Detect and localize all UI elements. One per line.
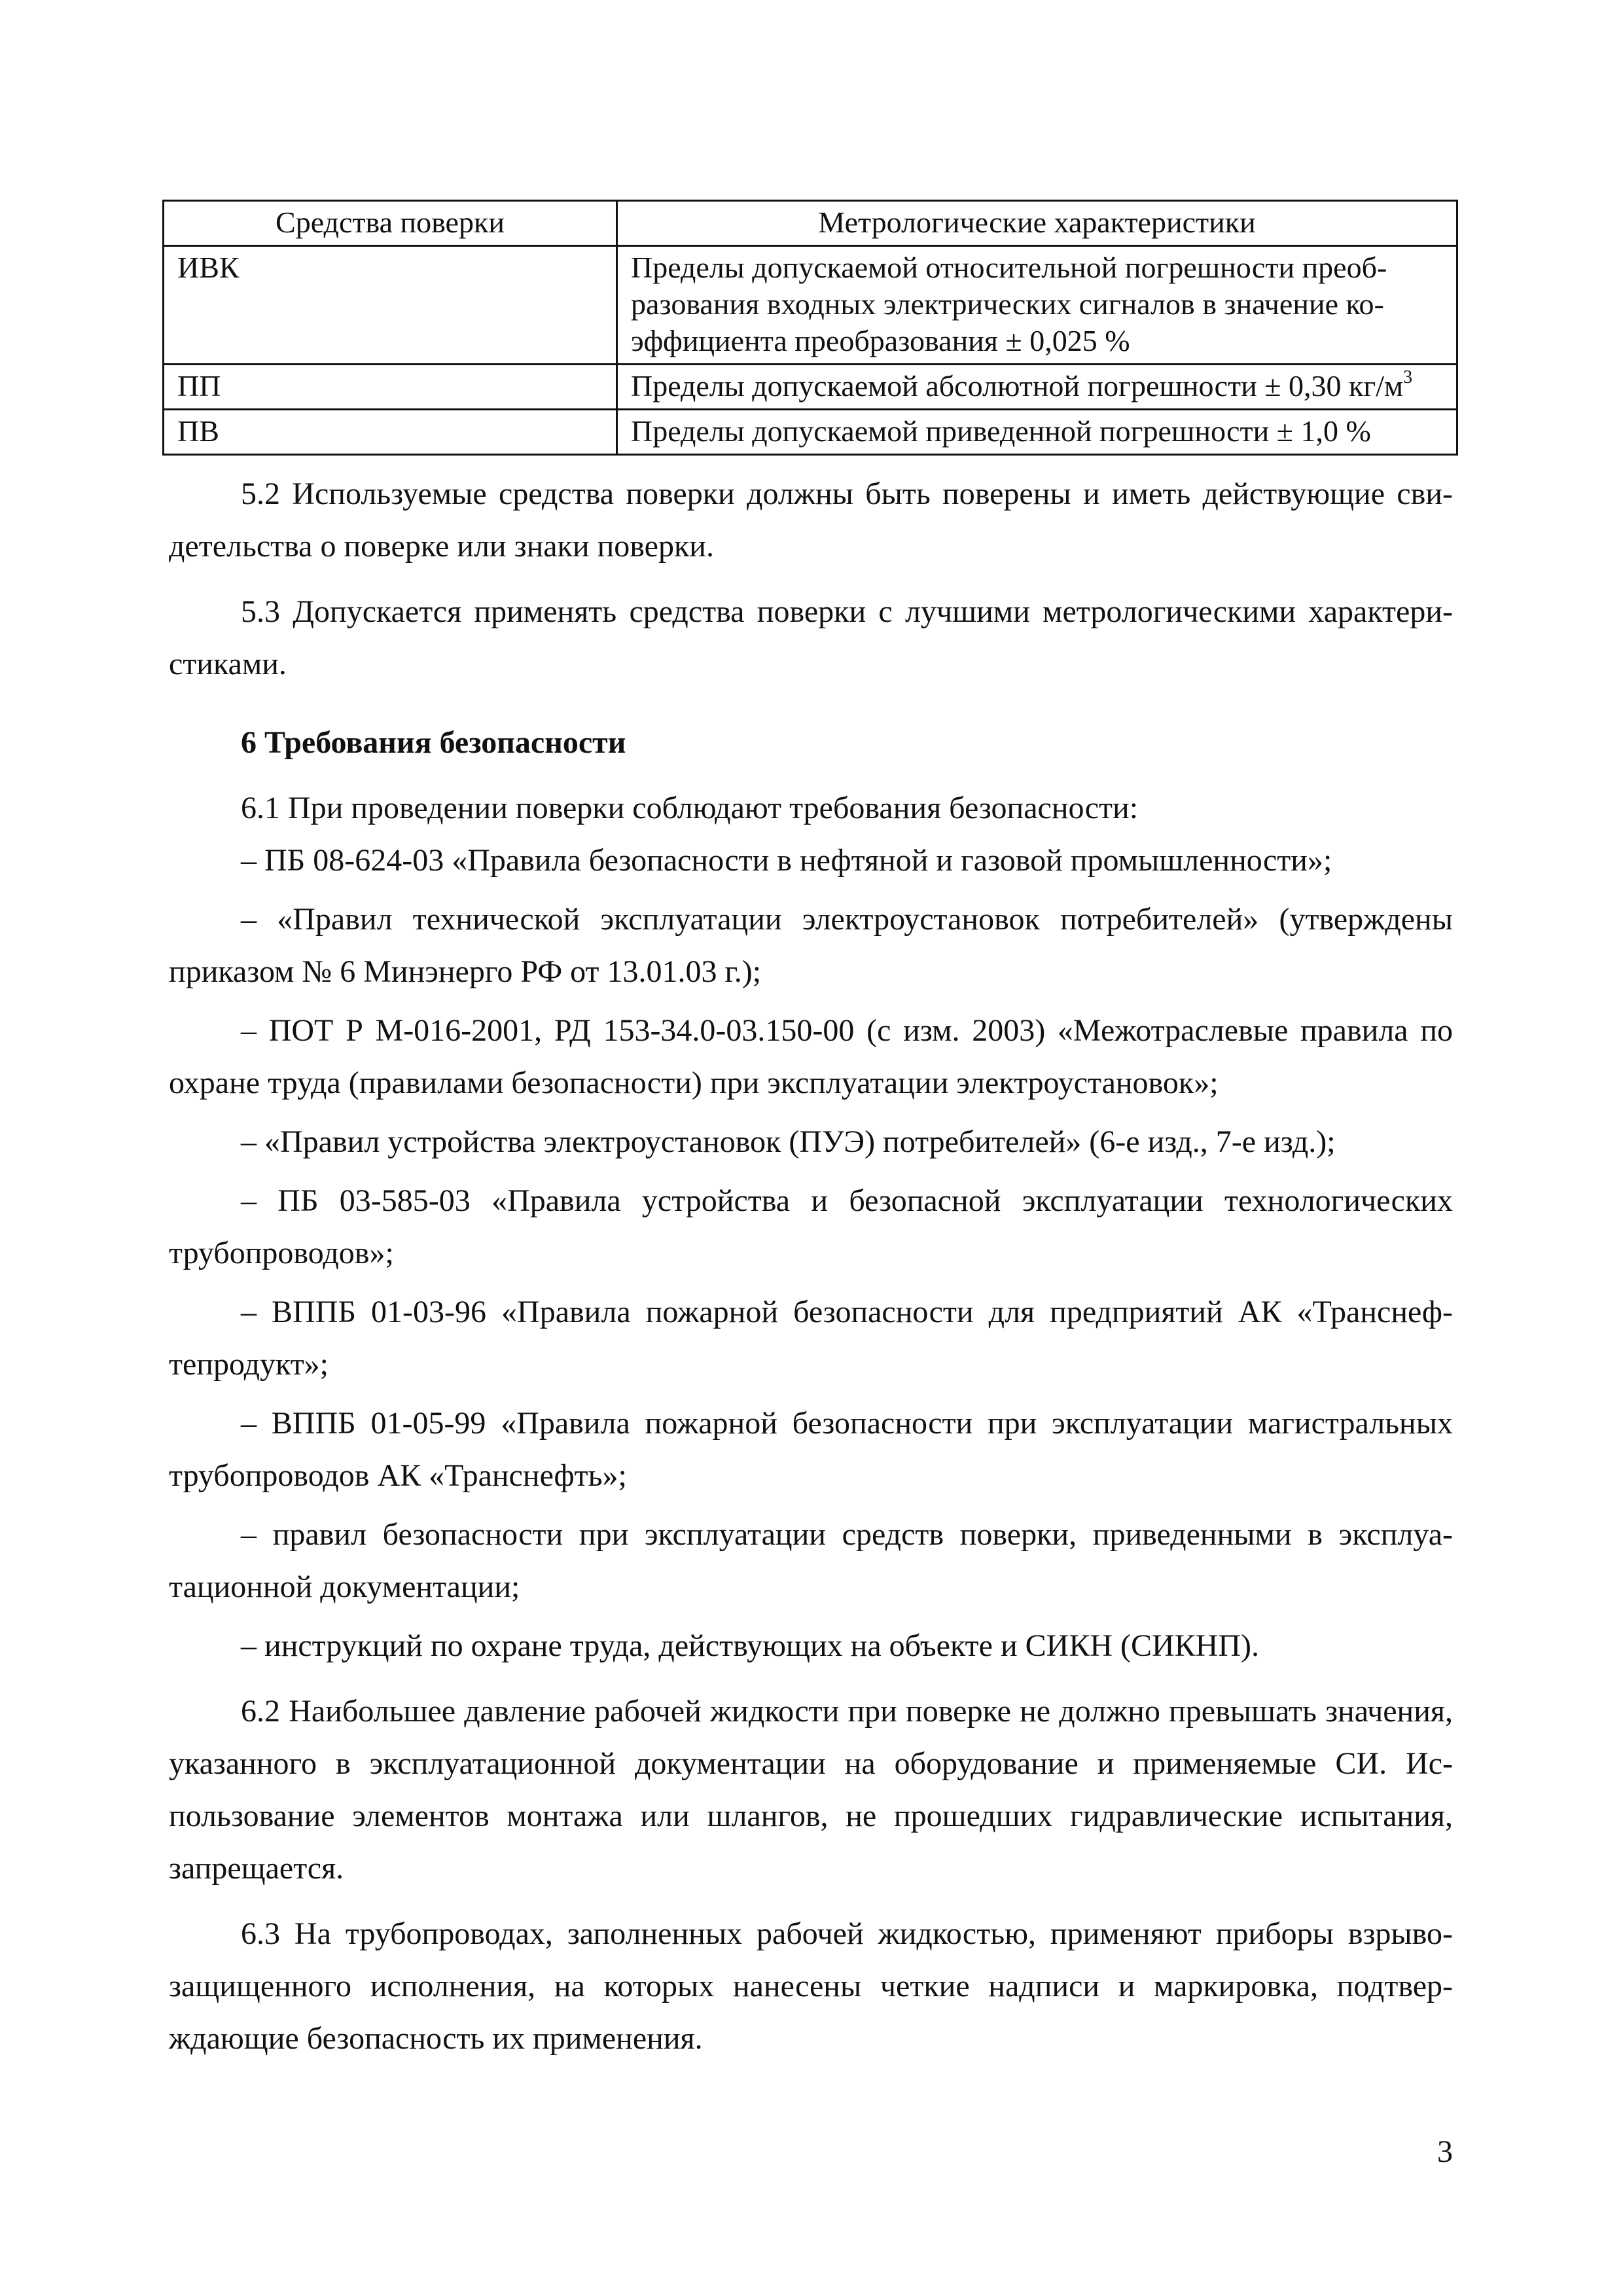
table-header-characteristics: Метрологические характеристики	[617, 201, 1457, 246]
paragraph-6-1: 6.1 При проведении поверки соблюдают требования безопасности:	[241, 791, 1139, 825]
table-cell-spec	[617, 365, 1457, 410]
page-number: 3	[1437, 2134, 1453, 2169]
list-item: – «Правил технической эксплуатации электроустановок потребителей» (утверждены приказом № 6 Минэнерго РФ от 13.01.03 г.);	[169, 902, 1453, 989]
list-item: – ВППБ 01-03-96 «Правила пожарной безопасности для предприятий АК «Транснефтепродукт»;	[169, 1295, 1453, 1382]
table-header-tools: Средства поверки	[164, 201, 617, 246]
table-cell-tool: ИВК	[164, 246, 617, 365]
list-item: – ПОТ Р М-016-2001, РД 153-34.0-03.150-00 (с изм. 2003) «Межотраслевые правила по охране труда (правилами безопасности) при эксплуатации электроустановок»;	[169, 1013, 1453, 1100]
paragraph-6-2: 6.2 Наибольшее давление рабочей жидкости при поверке не должно превышать значения, указанного в эксплуатационной документации на оборудование и применяемые СИ. Использование элементов монтажа или шлангов, не прошедших гидравлические испытания, запрещается.	[169, 1694, 1453, 1886]
table-row	[164, 410, 1457, 455]
list-item: – ПБ 08-624-03 «Правила безопасности в нефтяной и газовой промышленности»;	[241, 843, 1332, 878]
table-row	[164, 246, 1457, 365]
list-item: – правил безопасности при эксплуатации средств поверки, приведенными в эксплуатационной документации;	[169, 1517, 1453, 1604]
body-text	[169, 468, 1453, 2065]
paragraph-5-2: 5.2 Используемые средства поверки должны быть поверены и иметь действующие свидетельства о поверке или знаки поверки.	[169, 476, 1453, 564]
spec-text: Пределы допускаемой абсолютной погрешности ± 0,30 кг/м	[631, 369, 1404, 403]
paragraph-5-3: 5.3 Допускается применять средства поверки с лучшими метрологическими характеристиками.	[169, 594, 1453, 681]
spec-superscript: 3	[1403, 367, 1413, 387]
list-item: – ПБ 03-585-03 «Правила устройства и безопасной эксплуатации технологических трубопроводов»;	[169, 1183, 1453, 1270]
table-cell-tool: ПВ	[164, 410, 617, 455]
table-row	[164, 365, 1457, 410]
list-item: – инструкций по охране труда, действующих на объекте и СИКН (СИКНП).	[241, 1628, 1259, 1663]
table-cell-spec: Пределы допускаемой приведенной погрешности ± 1,0 %	[617, 410, 1457, 455]
list-item: – «Правил устройства электроустановок (ПУЭ) потребителей» (6-е изд., 7-е изд.);	[241, 1124, 1336, 1159]
section-heading-6: 6 Требования безопасности	[241, 725, 626, 760]
table-cell-tool: ПП	[164, 365, 617, 410]
list-item: – ВППБ 01-05-99 «Правила пожарной безопасности при эксплуатации магистральных трубопроводов АК «Транснефть»;	[169, 1406, 1453, 1493]
table-header-row	[164, 201, 1457, 246]
verification-tools-table	[162, 200, 1458, 456]
table-cell-spec: Пределы допускаемой относительной погрешности преобразования входных электрических сигналов в значение коэффициента преобразования ± 0,025 %	[617, 246, 1457, 365]
paragraph-6-3: 6.3 На трубопроводах, заполненных рабочей жидкостью, применяют приборы взрывозащищенного исполнения, на которых нанесены четкие надписи и маркировка, подтверждающие безопасность их применения.	[169, 1916, 1453, 2056]
